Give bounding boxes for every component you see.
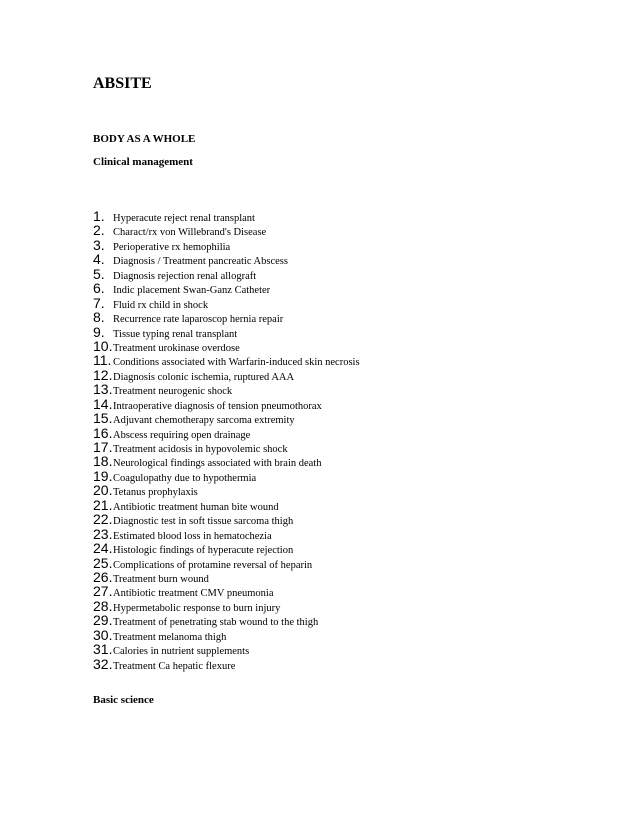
list-item-text: Antibiotic treatment human bite wound	[113, 501, 279, 513]
list-item-text: Treatment melanoma thigh	[113, 631, 227, 643]
list-item-number: 7.	[93, 294, 105, 311]
list-item	[93, 657, 360, 671]
list-item-number: 32.	[93, 655, 113, 672]
list-item-number: 2.	[93, 222, 105, 239]
list-item-text: Adjuvant chemotherapy sarcoma extremity	[113, 415, 295, 427]
list-item-text: Recurrence rate laparoscop hernia repair	[113, 314, 284, 326]
list-item-text: Diagnosis / Treatment pancreatic Abscess	[113, 256, 288, 268]
list-item	[93, 599, 360, 613]
list-item-text: Treatment acidosis in hypovolemic shock	[113, 444, 288, 455]
list-item-number: 14.	[93, 395, 113, 412]
question-list	[93, 209, 360, 671]
list-item	[93, 325, 360, 339]
list-item-text: Complications of protamine reversal of heparin	[113, 559, 313, 571]
list-item	[93, 281, 360, 295]
list-item-number: 26.	[93, 568, 113, 585]
list-item-number: 23.	[93, 525, 113, 542]
list-item-text: Diagnosis colonic ischemia, ruptured AAA	[113, 371, 295, 383]
list-item-text: Tetanus prophylaxis	[113, 487, 198, 499]
list-item	[93, 541, 360, 555]
list-item	[93, 397, 360, 411]
list-item-number: 17.	[93, 439, 113, 455]
list-item	[93, 252, 360, 266]
list-item-number: 21.	[93, 496, 113, 513]
list-item-text: Fluid rx child in shock	[113, 299, 209, 311]
list-item-number: 29.	[93, 612, 113, 629]
list-item-text: Hyperacute reject renal transplant	[113, 213, 255, 224]
page-title: ABSITE	[93, 75, 152, 92]
list-item-number: 25.	[93, 554, 113, 571]
list-item	[93, 238, 360, 252]
list-item-text: Perioperative rx hemophilia	[113, 241, 231, 253]
list-item-number: 11.	[93, 352, 112, 369]
list-item-text: Charact/rx von Willebrand's Disease	[113, 227, 267, 239]
list-item-number: 19.	[93, 467, 113, 484]
next-section-heading: Basic science	[93, 694, 154, 706]
list-item-text: Treatment of penetrating stab wound to the thigh	[113, 617, 319, 629]
list-item-number: 30.	[93, 626, 113, 643]
list-item-text: Treatment urokinase overdose	[113, 342, 240, 354]
list-item-text: Estimated blood loss in hematochezia	[113, 530, 272, 542]
list-item-text: Diagnosis rejection renal allograft	[113, 270, 257, 282]
list-item-number: 24.	[93, 540, 113, 557]
list-item	[93, 310, 360, 324]
list-item	[93, 426, 360, 440]
list-item-number: 6.	[93, 280, 105, 297]
list-item-number: 10.	[93, 337, 113, 354]
list-item-number: 20.	[93, 482, 113, 499]
list-item-text: Abscess requiring open drainage	[113, 429, 251, 441]
list-item-text: Antibiotic treatment CMV pneumonia	[113, 588, 274, 600]
list-item	[93, 628, 360, 642]
list-item	[93, 382, 360, 396]
list-item	[93, 440, 360, 454]
list-item-number: 15.	[93, 410, 113, 427]
list-item-number: 12.	[93, 366, 113, 383]
subsection-heading: Clinical management	[93, 156, 193, 168]
list-item-number: 28.	[93, 597, 113, 614]
list-item-text: Conditions associated with Warfarin-induced skin necrosis	[113, 357, 360, 369]
list-item	[93, 353, 360, 367]
list-item	[93, 642, 360, 656]
list-item-number: 4.	[93, 251, 105, 268]
list-item	[93, 613, 360, 627]
list-item	[93, 223, 360, 237]
list-item-text: Treatment burn wound	[113, 573, 209, 585]
list-item	[93, 209, 360, 223]
list-item	[93, 267, 360, 281]
list-item	[93, 454, 360, 468]
list-item	[93, 527, 360, 541]
list-item	[93, 512, 360, 526]
list-item-text: Treatment Ca hepatic flexure	[113, 660, 236, 672]
list-item	[93, 556, 360, 570]
list-item-text: Intraoperative diagnosis of tension pneumothorax	[113, 400, 322, 412]
list-item-text: Tissue typing renal transplant	[113, 328, 238, 340]
list-item-text: Diagnostic test in soft tissue sarcoma thigh	[113, 516, 294, 528]
list-item	[93, 498, 360, 512]
list-item-text: Coagulopathy due to hypothermia	[113, 472, 257, 484]
list-item-number: 3.	[93, 236, 105, 253]
list-item-text: Indic placement Swan-Ganz Catheter	[113, 285, 271, 297]
list-item-number: 18.	[93, 453, 113, 470]
list-item-number: 27.	[93, 583, 113, 600]
list-item	[93, 339, 360, 353]
list-item-text: Calories in nutrient supplements	[113, 646, 250, 658]
list-item	[93, 584, 360, 598]
list-item-number: 31.	[93, 641, 113, 658]
list-item-number: 22.	[93, 511, 113, 528]
list-item-number: 16.	[93, 424, 113, 441]
list-item-number: 8.	[93, 309, 105, 326]
list-item-number: 13.	[93, 381, 113, 398]
list-item-text: Neurological findings associated with brain death	[113, 458, 322, 470]
list-item-text: Treatment neurogenic shock	[113, 386, 233, 398]
list-item-text: Histologic findings of hyperacute rejection	[113, 545, 294, 557]
section-heading: BODY AS A WHOLE	[93, 133, 196, 145]
list-item-text: Hypermetabolic response to burn injury	[113, 602, 281, 614]
list-item-number: 1.	[93, 208, 105, 224]
list-item-number: 5.	[93, 265, 105, 282]
list-item-number: 9.	[93, 323, 105, 340]
